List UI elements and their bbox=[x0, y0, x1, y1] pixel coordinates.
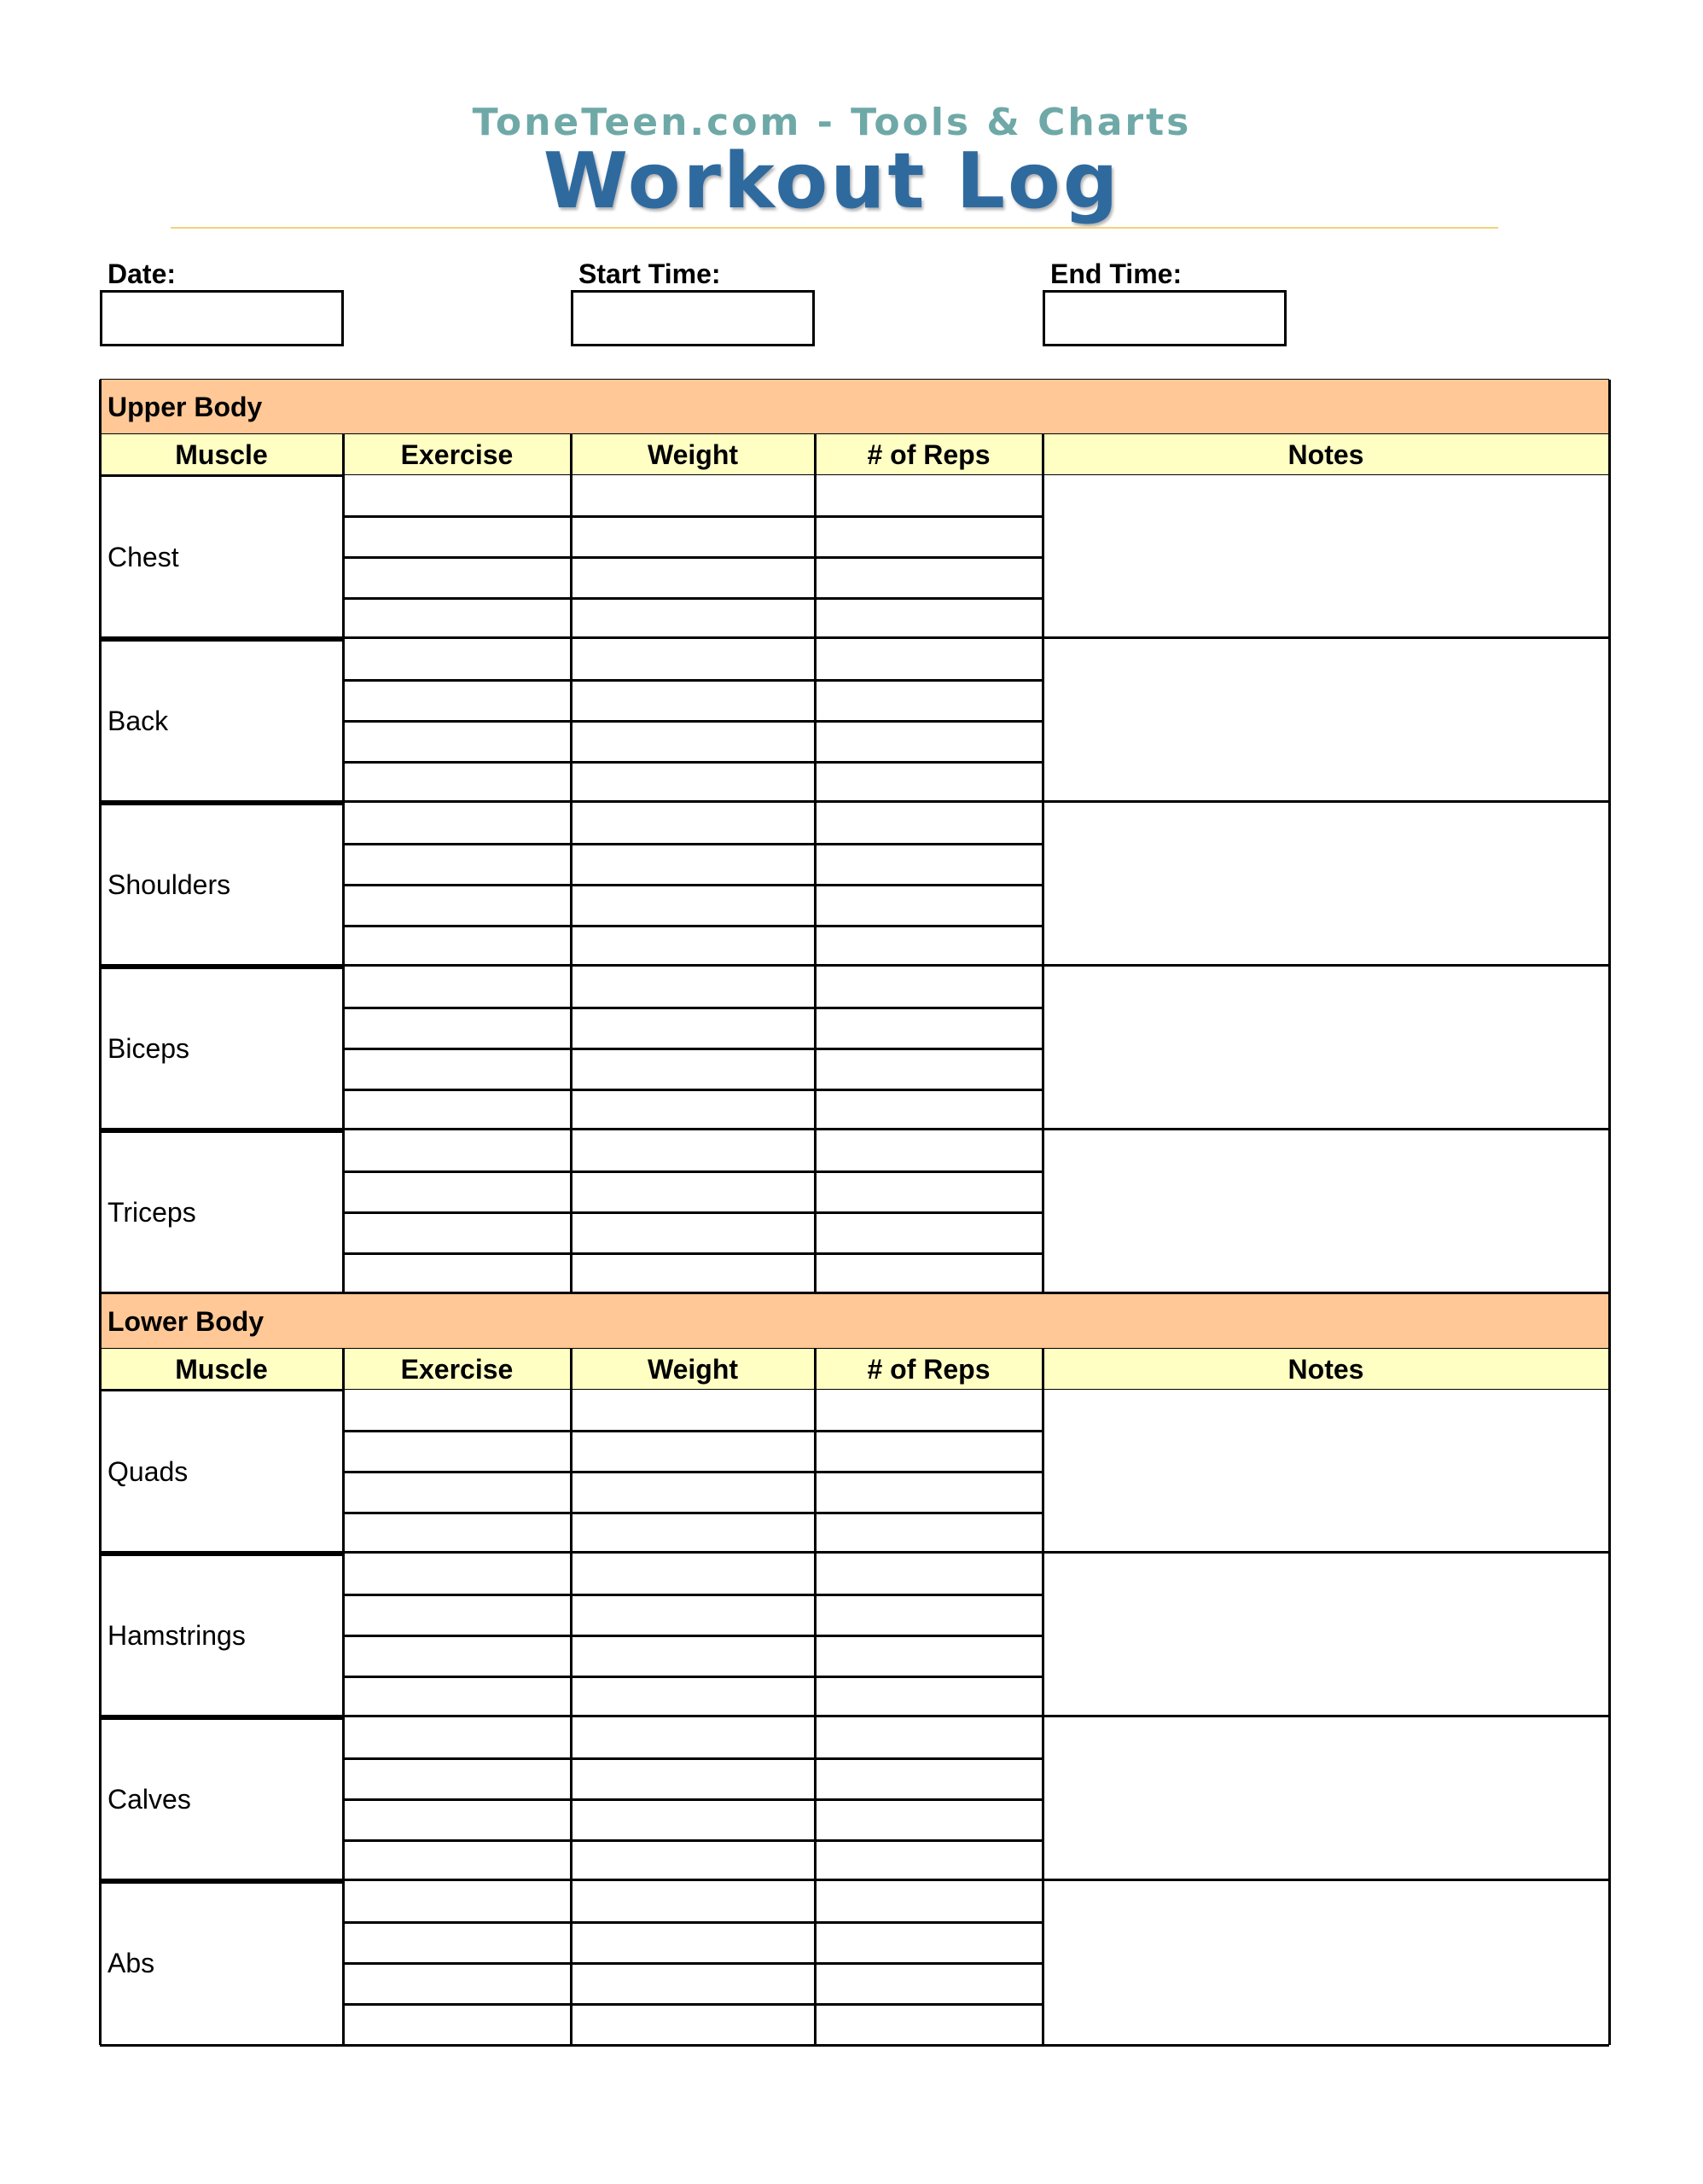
exercise-cell[interactable] bbox=[343, 1513, 571, 1554]
exercise-cell[interactable] bbox=[343, 1799, 571, 1840]
column-divider bbox=[1042, 1349, 1044, 1390]
exercise-cell[interactable] bbox=[343, 762, 571, 803]
reps-cell[interactable] bbox=[815, 1881, 1043, 1922]
weight-cell[interactable] bbox=[571, 1635, 815, 1676]
weight-cell[interactable] bbox=[571, 1840, 815, 1881]
notes-cell-chest[interactable] bbox=[1043, 475, 1609, 639]
column-divider bbox=[1042, 967, 1044, 1130]
exercise-cell[interactable] bbox=[343, 475, 571, 516]
column-divider bbox=[570, 1717, 573, 1881]
column-divider bbox=[1042, 1554, 1044, 1717]
notes-cell-triceps[interactable] bbox=[1043, 1130, 1609, 1294]
exercise-cell[interactable] bbox=[343, 1089, 571, 1130]
brand-subtitle: ToneTeen.com - Tools & Charts bbox=[472, 101, 1192, 144]
reps-cell[interactable] bbox=[815, 1472, 1043, 1513]
column-divider bbox=[814, 1881, 817, 2045]
column-divider bbox=[570, 1554, 573, 1717]
exercise-cell[interactable] bbox=[343, 803, 571, 844]
reps-cell[interactable] bbox=[815, 803, 1043, 844]
weight-cell[interactable] bbox=[571, 1922, 815, 1963]
column-header-weight: Weight bbox=[571, 1349, 815, 1390]
muscle-label-back: Back bbox=[108, 705, 169, 736]
column-divider bbox=[1042, 1130, 1044, 1294]
reps-cell[interactable] bbox=[815, 475, 1043, 516]
row-divider bbox=[343, 1921, 1043, 1924]
column-divider bbox=[814, 1390, 817, 1554]
column-divider bbox=[570, 434, 573, 475]
reps-cell[interactable] bbox=[815, 1253, 1043, 1294]
exercise-cell[interactable] bbox=[343, 926, 571, 967]
row-divider bbox=[343, 556, 1043, 559]
exercise-cell[interactable] bbox=[343, 516, 571, 557]
exercise-cell[interactable] bbox=[343, 1130, 571, 1171]
column-divider bbox=[570, 1130, 573, 1294]
weight-cell[interactable] bbox=[571, 1758, 815, 1799]
section-header-lower-body: Lower Body bbox=[100, 1294, 1609, 1349]
muscle-label-triceps: Triceps bbox=[108, 1196, 196, 1228]
column-header-exercise: Exercise bbox=[343, 434, 571, 475]
column-divider bbox=[570, 1349, 573, 1390]
row-divider bbox=[343, 1839, 1043, 1842]
column-divider bbox=[342, 1554, 345, 1717]
weight-cell[interactable] bbox=[571, 1717, 815, 1758]
row-divider bbox=[343, 1757, 1043, 1760]
notes-cell-shoulders[interactable] bbox=[1043, 803, 1609, 967]
workout-log-table bbox=[100, 380, 1609, 2045]
reps-cell[interactable] bbox=[815, 1008, 1043, 1048]
row-divider bbox=[343, 843, 1043, 845]
notes-cell-hamstrings[interactable] bbox=[1043, 1554, 1609, 1717]
muscle-label-biceps: Biceps bbox=[108, 1032, 190, 1064]
exercise-cell[interactable] bbox=[343, 1717, 571, 1758]
column-divider bbox=[1042, 434, 1044, 475]
reps-cell[interactable] bbox=[815, 721, 1043, 762]
column-divider bbox=[342, 434, 345, 475]
column-divider bbox=[814, 1554, 817, 1717]
notes-cell-biceps[interactable] bbox=[1043, 967, 1609, 1130]
reps-cell[interactable] bbox=[815, 1594, 1043, 1635]
start-time-field[interactable] bbox=[571, 290, 815, 346]
page-title: Workout Log bbox=[543, 136, 1121, 226]
exercise-cell[interactable] bbox=[343, 1635, 571, 1676]
reps-cell[interactable] bbox=[815, 1390, 1043, 1431]
weight-cell[interactable] bbox=[571, 803, 815, 844]
row-divider bbox=[343, 761, 1043, 764]
muscle-label-shoulders: Shoulders bbox=[108, 868, 231, 900]
column-divider bbox=[1042, 803, 1044, 967]
weight-cell[interactable] bbox=[571, 967, 815, 1008]
notes-cell-calves[interactable] bbox=[1043, 1717, 1609, 1881]
reps-cell[interactable] bbox=[815, 1171, 1043, 1212]
column-divider bbox=[570, 639, 573, 803]
column-divider bbox=[814, 1717, 817, 1881]
reps-cell[interactable] bbox=[815, 1922, 1043, 1963]
reps-cell[interactable] bbox=[815, 680, 1043, 721]
exercise-cell[interactable] bbox=[343, 844, 571, 885]
column-divider bbox=[814, 803, 817, 967]
weight-cell[interactable] bbox=[571, 2004, 815, 2045]
reps-cell[interactable] bbox=[815, 762, 1043, 803]
row-divider bbox=[343, 1007, 1043, 1009]
reps-cell[interactable] bbox=[815, 1676, 1043, 1717]
weight-cell[interactable] bbox=[571, 1431, 815, 1472]
column-divider bbox=[1042, 639, 1044, 803]
column-header-weight: Weight bbox=[571, 434, 815, 475]
reps-cell[interactable] bbox=[815, 1513, 1043, 1554]
reps-cell[interactable] bbox=[815, 1130, 1043, 1171]
exercise-cell[interactable] bbox=[343, 1472, 571, 1513]
reps-cell[interactable] bbox=[815, 1799, 1043, 1840]
row-divider bbox=[343, 679, 1043, 682]
row-divider bbox=[343, 925, 1043, 927]
weight-cell[interactable] bbox=[571, 1171, 815, 1212]
notes-cell-quads[interactable] bbox=[1043, 1390, 1609, 1554]
exercise-cell[interactable] bbox=[343, 557, 571, 598]
exercise-cell[interactable] bbox=[343, 680, 571, 721]
reps-cell[interactable] bbox=[815, 1554, 1043, 1594]
reps-cell[interactable] bbox=[815, 516, 1043, 557]
end-time-field[interactable] bbox=[1043, 290, 1287, 346]
row-divider bbox=[343, 1635, 1043, 1637]
weight-cell[interactable] bbox=[571, 557, 815, 598]
column-header-notes: Notes bbox=[1043, 1349, 1609, 1390]
column-header-muscle: Muscle bbox=[100, 434, 343, 475]
exercise-cell[interactable] bbox=[343, 885, 571, 926]
weight-cell[interactable] bbox=[571, 844, 815, 885]
muscle-label-chest: Chest bbox=[108, 541, 179, 572]
reps-cell[interactable] bbox=[815, 885, 1043, 926]
exercise-cell[interactable] bbox=[343, 1171, 571, 1212]
weight-cell[interactable] bbox=[571, 1513, 815, 1554]
date-field[interactable] bbox=[100, 290, 344, 346]
column-divider bbox=[342, 475, 345, 639]
reps-cell[interactable] bbox=[815, 557, 1043, 598]
exercise-cell[interactable] bbox=[343, 1008, 571, 1048]
exercise-cell[interactable] bbox=[343, 1840, 571, 1881]
row-divider bbox=[343, 1211, 1043, 1214]
row-divider bbox=[343, 597, 1043, 600]
row-divider bbox=[343, 1594, 1043, 1596]
weight-cell[interactable] bbox=[571, 721, 815, 762]
column-divider bbox=[1042, 475, 1044, 639]
column-divider bbox=[342, 1130, 345, 1294]
exercise-cell[interactable] bbox=[343, 1676, 571, 1717]
row-divider bbox=[343, 1048, 1043, 1050]
muscle-label-quads: Quads bbox=[108, 1455, 189, 1487]
exercise-cell[interactable] bbox=[343, 1881, 571, 1922]
exercise-cell[interactable] bbox=[343, 598, 571, 639]
muscle-label-hamstrings: Hamstrings bbox=[108, 1619, 246, 1651]
weight-cell[interactable] bbox=[571, 1008, 815, 1048]
row-divider bbox=[343, 1170, 1043, 1173]
weight-cell[interactable] bbox=[571, 639, 815, 680]
column-divider bbox=[342, 1881, 345, 2045]
reps-cell[interactable] bbox=[815, 1963, 1043, 2004]
column-divider bbox=[814, 639, 817, 803]
reps-cell[interactable] bbox=[815, 926, 1043, 967]
exercise-cell[interactable] bbox=[343, 721, 571, 762]
weight-cell[interactable] bbox=[571, 1048, 815, 1089]
reps-cell[interactable] bbox=[815, 1212, 1043, 1253]
reps-cell[interactable] bbox=[815, 1431, 1043, 1472]
exercise-cell[interactable] bbox=[343, 967, 571, 1008]
row-divider bbox=[343, 515, 1043, 518]
column-divider bbox=[570, 1881, 573, 2045]
row-divider bbox=[343, 884, 1043, 886]
exercise-cell[interactable] bbox=[343, 1963, 571, 2004]
section-header-upper-body: Upper Body bbox=[100, 380, 1609, 434]
reps-cell[interactable] bbox=[815, 844, 1043, 885]
weight-cell[interactable] bbox=[571, 885, 815, 926]
column-header-reps: # of Reps bbox=[815, 434, 1043, 475]
exercise-cell[interactable] bbox=[343, 1390, 571, 1431]
column-divider bbox=[1042, 1390, 1044, 1554]
exercise-cell[interactable] bbox=[343, 1758, 571, 1799]
column-divider bbox=[1042, 1881, 1044, 2045]
column-divider bbox=[570, 475, 573, 639]
weight-cell[interactable] bbox=[571, 1130, 815, 1171]
weight-cell[interactable] bbox=[571, 1089, 815, 1130]
column-divider bbox=[570, 967, 573, 1130]
column-divider bbox=[814, 1349, 817, 1390]
reps-cell[interactable] bbox=[815, 2004, 1043, 2045]
exercise-cell[interactable] bbox=[343, 2004, 571, 2045]
reps-cell[interactable] bbox=[815, 1635, 1043, 1676]
row-divider bbox=[343, 1430, 1043, 1432]
column-divider bbox=[814, 434, 817, 475]
weight-cell[interactable] bbox=[571, 926, 815, 967]
weight-cell[interactable] bbox=[571, 1799, 815, 1840]
exercise-cell[interactable] bbox=[343, 1253, 571, 1294]
row-divider bbox=[343, 720, 1043, 723]
reps-cell[interactable] bbox=[815, 598, 1043, 639]
column-header-notes: Notes bbox=[1043, 434, 1609, 475]
title-divider bbox=[171, 227, 1498, 229]
weight-cell[interactable] bbox=[571, 1554, 815, 1594]
column-header-reps: # of Reps bbox=[815, 1349, 1043, 1390]
row-divider bbox=[343, 1471, 1043, 1473]
exercise-cell[interactable] bbox=[343, 639, 571, 680]
row-divider bbox=[343, 1676, 1043, 1678]
table-right-border bbox=[1608, 380, 1611, 2045]
column-divider bbox=[814, 1130, 817, 1294]
reps-cell[interactable] bbox=[815, 639, 1043, 680]
reps-cell[interactable] bbox=[815, 1840, 1043, 1881]
weight-cell[interactable] bbox=[571, 1594, 815, 1635]
column-divider bbox=[342, 1390, 345, 1554]
column-divider bbox=[342, 803, 345, 967]
exercise-cell[interactable] bbox=[343, 1431, 571, 1472]
reps-cell[interactable] bbox=[815, 967, 1043, 1008]
end-time-label: End Time: bbox=[1050, 258, 1183, 289]
column-divider bbox=[814, 475, 817, 639]
reps-cell[interactable] bbox=[815, 1089, 1043, 1130]
notes-cell-abs[interactable] bbox=[1043, 1881, 1609, 2045]
row-divider bbox=[343, 1089, 1043, 1091]
weight-cell[interactable] bbox=[571, 516, 815, 557]
weight-cell[interactable] bbox=[571, 1676, 815, 1717]
table-bottom-border bbox=[100, 2044, 1609, 2047]
weight-cell[interactable] bbox=[571, 1881, 815, 1922]
reps-cell[interactable] bbox=[815, 1758, 1043, 1799]
column-divider bbox=[1042, 1717, 1044, 1881]
muscle-label-calves: Calves bbox=[108, 1783, 191, 1815]
column-divider bbox=[342, 967, 345, 1130]
column-header-muscle: Muscle bbox=[100, 1349, 343, 1390]
row-divider bbox=[343, 1798, 1043, 1801]
start-time-label: Start Time: bbox=[578, 258, 721, 289]
weight-cell[interactable] bbox=[571, 762, 815, 803]
row-divider bbox=[343, 1252, 1043, 1255]
column-divider bbox=[570, 803, 573, 967]
weight-cell[interactable] bbox=[571, 1390, 815, 1431]
weight-cell[interactable] bbox=[571, 1963, 815, 2004]
exercise-cell[interactable] bbox=[343, 1212, 571, 1253]
reps-cell[interactable] bbox=[815, 1717, 1043, 1758]
column-divider bbox=[342, 1717, 345, 1881]
notes-cell-back[interactable] bbox=[1043, 639, 1609, 803]
exercise-cell[interactable] bbox=[343, 1554, 571, 1594]
muscle-label-abs: Abs bbox=[108, 1947, 155, 1978]
weight-cell[interactable] bbox=[571, 680, 815, 721]
column-divider bbox=[342, 1349, 345, 1390]
row-divider bbox=[343, 2003, 1043, 2006]
weight-cell[interactable] bbox=[571, 598, 815, 639]
column-divider bbox=[570, 1390, 573, 1554]
weight-cell[interactable] bbox=[571, 1253, 815, 1294]
exercise-cell[interactable] bbox=[343, 1594, 571, 1635]
exercise-cell[interactable] bbox=[343, 1922, 571, 1963]
column-divider bbox=[814, 967, 817, 1130]
row-divider bbox=[343, 1512, 1043, 1514]
exercise-cell[interactable] bbox=[343, 1048, 571, 1089]
weight-cell[interactable] bbox=[571, 1212, 815, 1253]
weight-cell[interactable] bbox=[571, 1472, 815, 1513]
table-left-border bbox=[99, 380, 102, 2045]
date-label: Date: bbox=[108, 258, 177, 289]
column-divider bbox=[342, 639, 345, 803]
weight-cell[interactable] bbox=[571, 475, 815, 516]
row-divider bbox=[343, 1962, 1043, 1965]
reps-cell[interactable] bbox=[815, 1048, 1043, 1089]
column-header-exercise: Exercise bbox=[343, 1349, 571, 1390]
